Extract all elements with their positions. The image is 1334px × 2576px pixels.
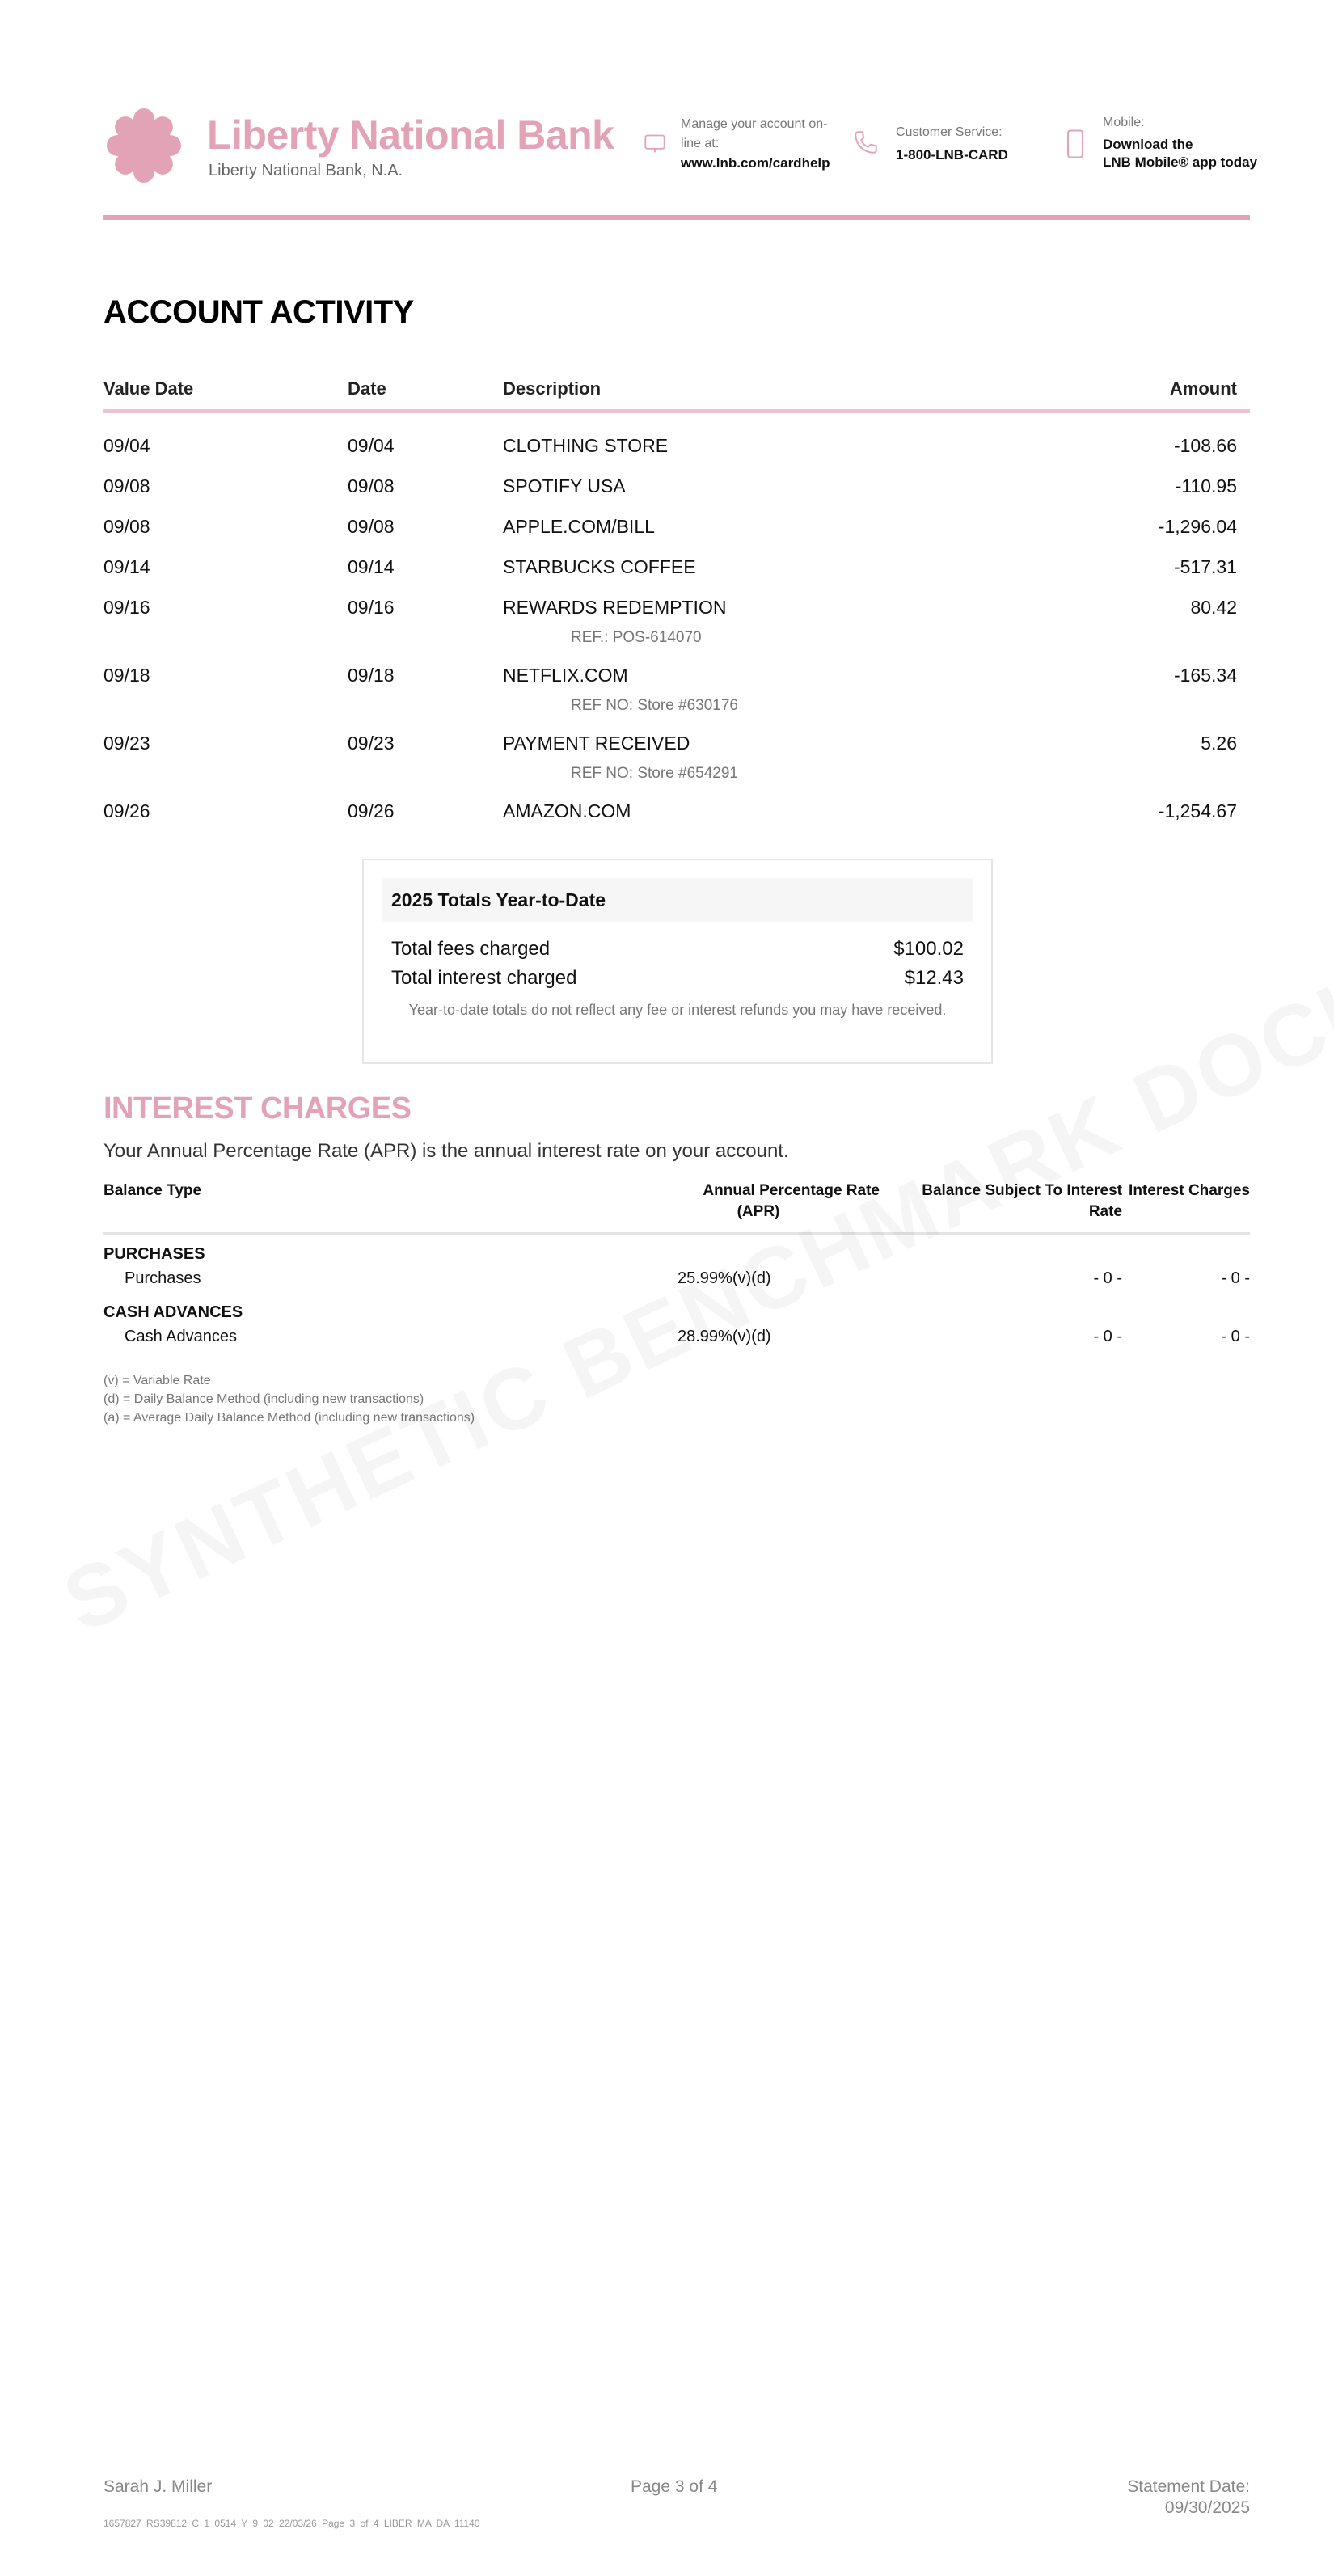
mobile-phone-icon bbox=[1066, 129, 1085, 158]
col-date: Date bbox=[348, 378, 386, 399]
footer-code-line: 1657827 RS39812 C 1 0514 Y 9 02 22/03/26 Page 3 of 4 LIBER MA DA 11140 bbox=[103, 2518, 480, 2529]
footer-page-number: Page 3 of 4 bbox=[631, 2477, 718, 2496]
col-interest-charges: Interest Charges bbox=[1129, 1182, 1250, 1199]
transaction-reference: REF NO: Store #654291 bbox=[571, 765, 738, 782]
bank-subtitle: Liberty National Bank, N.A. bbox=[209, 162, 403, 179]
ytd-interest-line: Total interest charged $12.43 bbox=[391, 967, 964, 989]
ytd-totals-box bbox=[362, 859, 993, 1064]
col-balance-subject: Balance Subject To Interest Rate bbox=[922, 1182, 1122, 1220]
group-cash-advances: CASH ADVANCES bbox=[103, 1303, 243, 1321]
phone-icon bbox=[852, 128, 880, 157]
col-value-date: Value Date bbox=[103, 378, 194, 399]
col-balance-type: Balance Type bbox=[103, 1182, 202, 1199]
group-purchases: PURCHASES bbox=[103, 1245, 205, 1263]
table-row: 09/04 09/04 CLOTHING STORE -108.66 bbox=[103, 435, 1237, 456]
mobile-app-link[interactable]: LNB Mobile® app today bbox=[1103, 154, 1258, 170]
transaction-reference: REF.: POS-614070 bbox=[571, 629, 702, 646]
ytd-header bbox=[382, 878, 973, 922]
table-row: 09/14 09/14 STARBUCKS COFFEE -517.31 bbox=[103, 556, 1237, 577]
customer-service-number[interactable]: 1-800-LNB-CARD bbox=[896, 147, 1008, 163]
ytd-note: Year-to-date totals do not reflect any fee or interest refunds you may have received. bbox=[408, 1002, 947, 1018]
ytd-title: 2025 Totals Year-to-Date bbox=[391, 889, 606, 910]
ytd-fees-line: Total fees charged $100.02 bbox=[391, 938, 964, 960]
ytd-fees-value: $100.02 bbox=[893, 938, 964, 960]
footer-statement-date-label: Statement Date: bbox=[1127, 2477, 1250, 2496]
table-row: 09/08 09/08 SPOTIFY USA -110.95 bbox=[103, 475, 1237, 496]
col-description: Description bbox=[503, 378, 602, 399]
rate-legend: (v) = Variable Rate (d) = Daily Balance Method (including new transactions) (a) = Average Daily Balance Method (including new transactions) bbox=[103, 1374, 475, 1425]
col-apr: Annual Percentage Rate (APR) bbox=[703, 1182, 880, 1220]
transaction-reference: REF NO: Store #630176 bbox=[571, 697, 738, 714]
table-row: 09/26 09/26 AMAZON.COM -1,254.67 bbox=[103, 800, 1237, 821]
table-row: Purchases 25.99%(v)(d) - 0 - - 0 - bbox=[125, 1269, 1250, 1287]
activity-header-divider bbox=[103, 409, 1250, 413]
activity-table-header bbox=[103, 375, 1250, 412]
bank-name: Liberty National Bank bbox=[207, 112, 614, 158]
customer-service-contact: Customer Service: 1-800-LNB-CARD bbox=[896, 123, 1008, 165]
table-row: 09/08 09/08 APPLE.COM/BILL -1,296.04 bbox=[103, 516, 1237, 537]
table-row: 09/16 09/16 REWARDS REDEMPTION 80.42 bbox=[103, 597, 1237, 618]
footer-customer-name: Sarah J. Miller bbox=[103, 2477, 213, 2496]
table-row: 09/18 09/18 NETFLIX.COM -165.34 bbox=[103, 665, 1237, 686]
table-row: 09/23 09/23 PAYMENT RECEIVED 5.26 bbox=[103, 733, 1237, 754]
bank-logo-icon bbox=[107, 108, 181, 183]
monitor-icon bbox=[644, 133, 666, 155]
interest-header-divider bbox=[103, 1232, 1250, 1235]
interest-charges-title: INTEREST CHARGES bbox=[103, 1092, 412, 1125]
account-activity-title: ACCOUNT ACTIVITY bbox=[103, 294, 414, 330]
ytd-interest-value: $12.43 bbox=[904, 967, 964, 989]
bank-header bbox=[103, 103, 1258, 217]
mobile-contact: Mobile: Download the LNB Mobile® app today bbox=[1103, 116, 1258, 170]
online-contact: Manage your account on- line at: www.lnb.com/cardhelp bbox=[681, 115, 830, 173]
header-divider bbox=[103, 215, 1250, 220]
online-url-link[interactable]: www.lnb.com/cardhelp bbox=[681, 155, 830, 171]
col-amount: Amount bbox=[1169, 378, 1237, 399]
interest-description: Your Annual Percentage Rate (APR) is the annual interest rate on your account. bbox=[103, 1140, 789, 1162]
table-row: Cash Advances 28.99%(v)(d) - 0 - - 0 - bbox=[125, 1328, 1250, 1345]
footer-statement-date: 09/30/2025 bbox=[1164, 2498, 1250, 2517]
